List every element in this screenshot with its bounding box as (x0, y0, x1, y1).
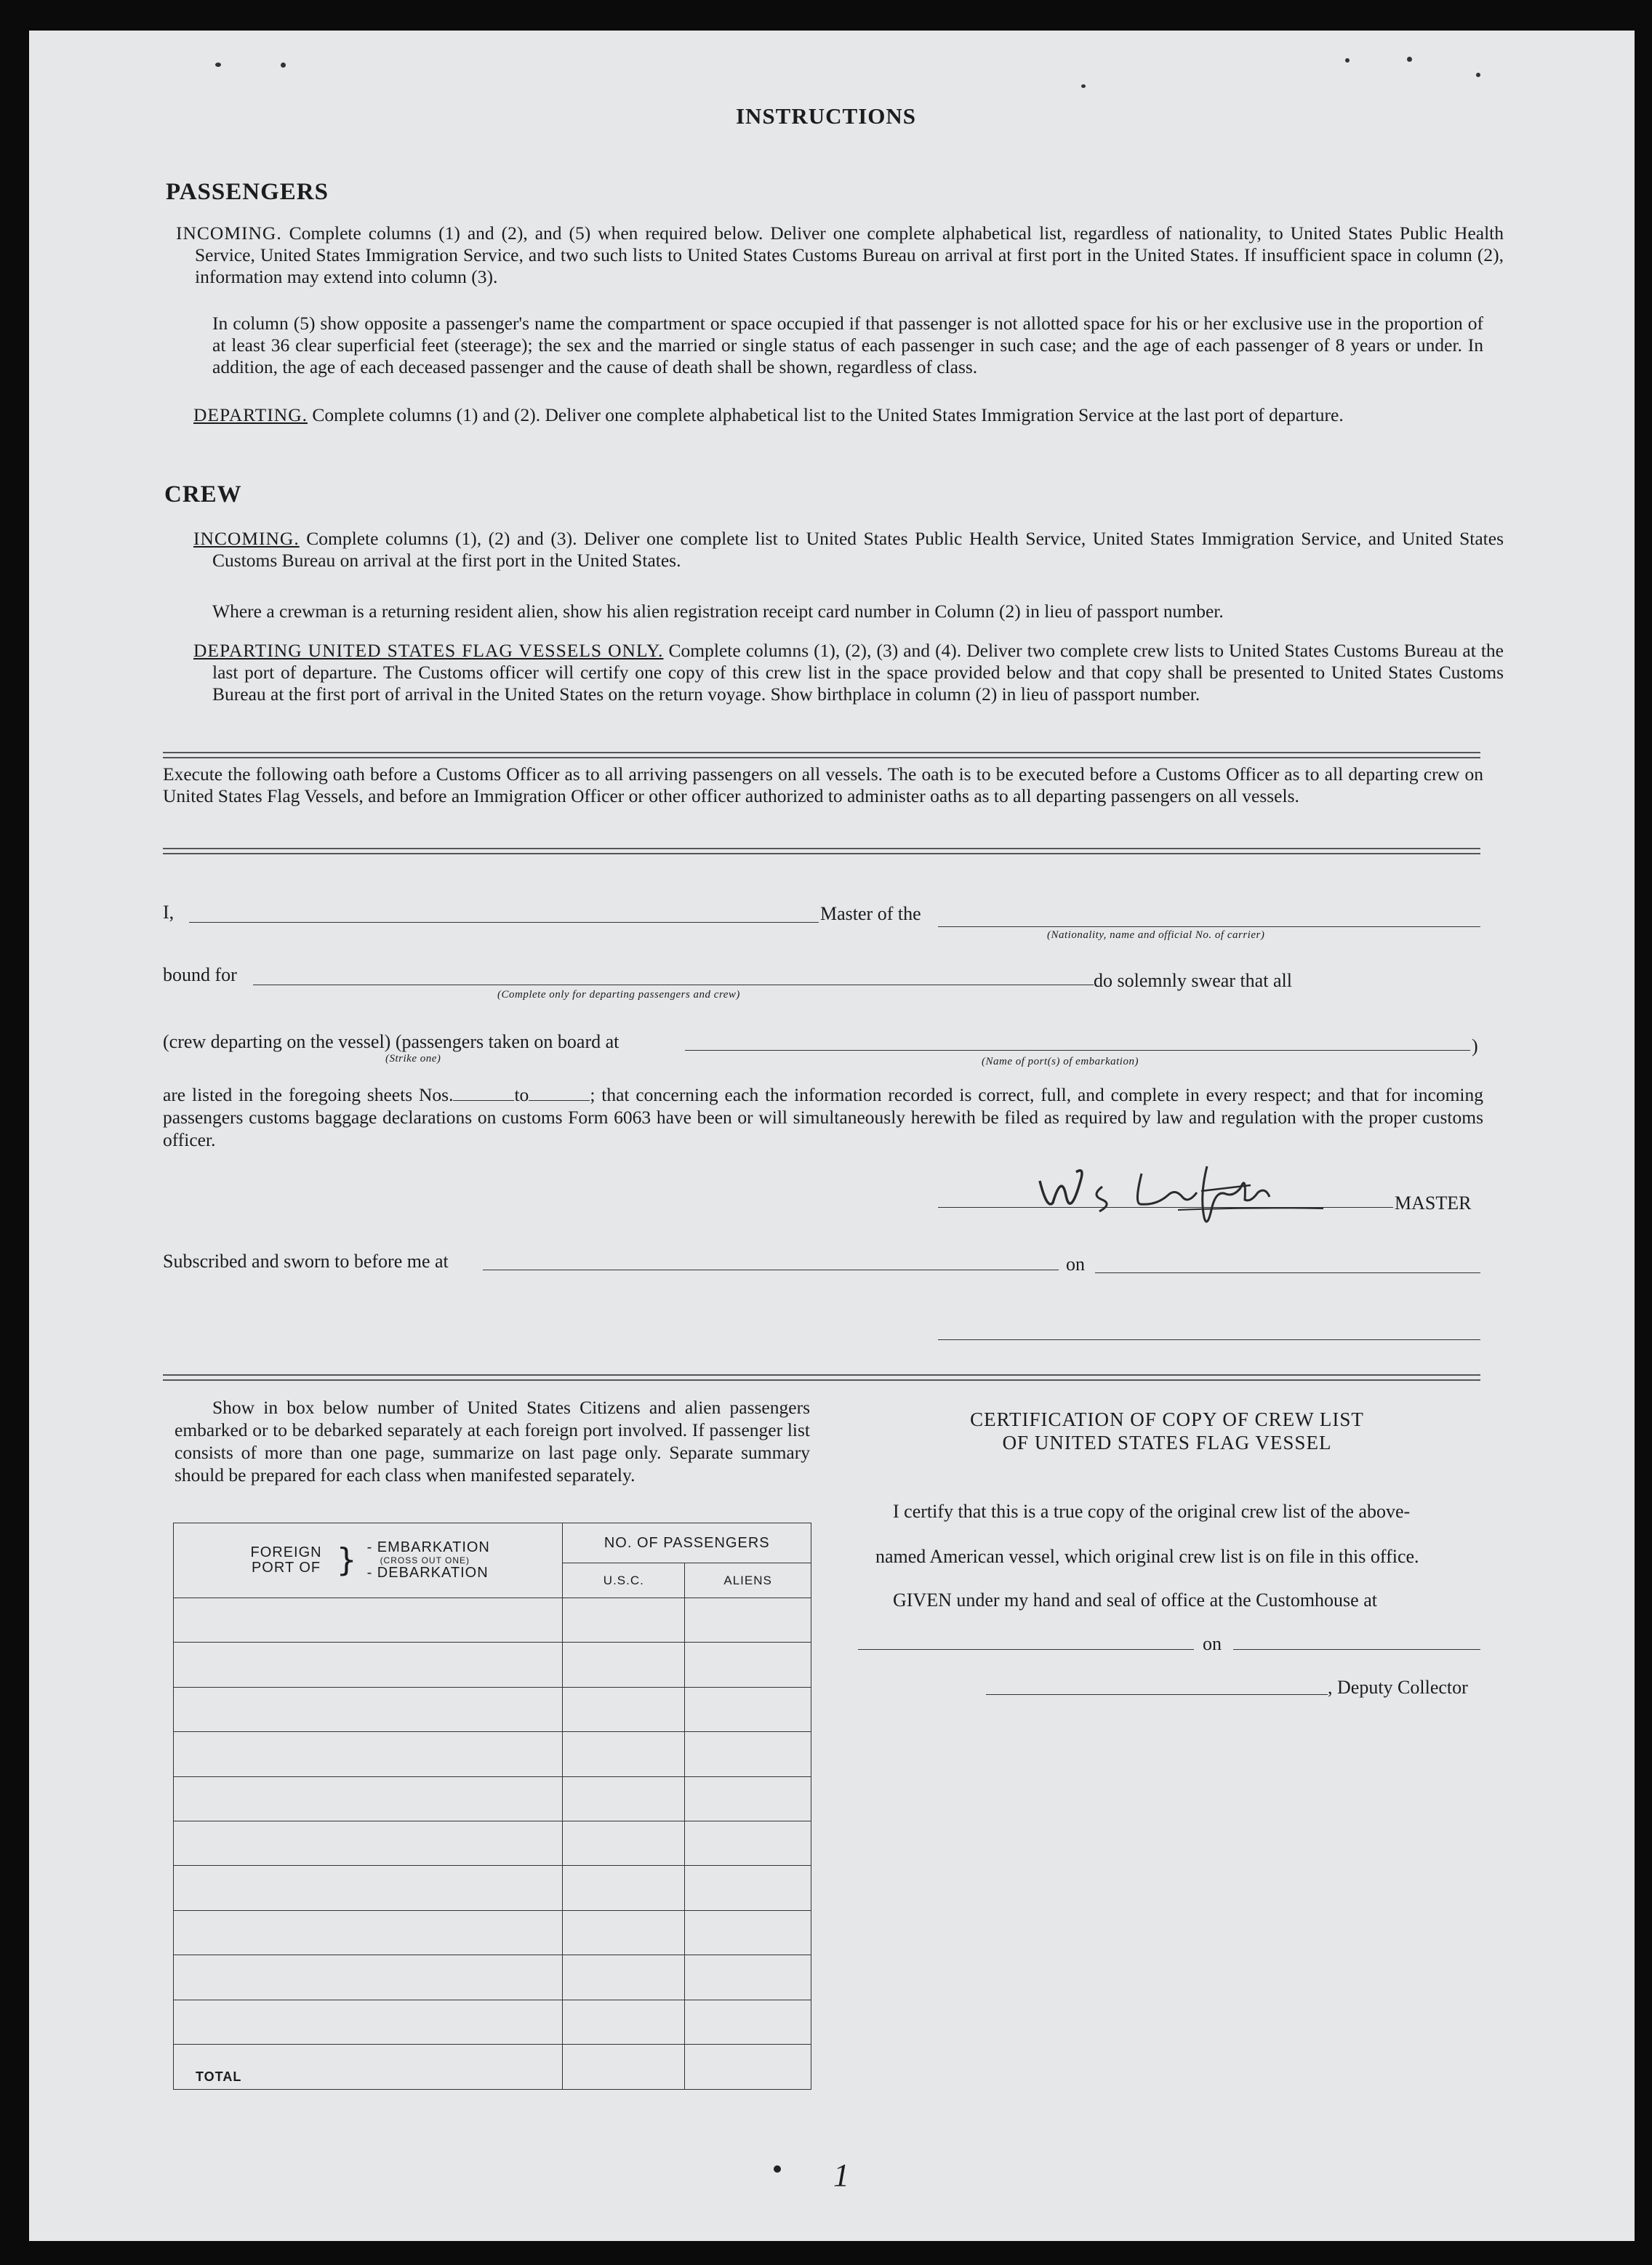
usc-cell[interactable] (563, 1687, 685, 1731)
crew-incoming-lead: INCOMING. (193, 528, 300, 549)
certification-date-field[interactable] (1233, 1649, 1480, 1650)
master-of-the-label: Master of the (820, 903, 921, 924)
usc-header: U.S.C. (563, 1563, 685, 1598)
bound-for-label: bound for (163, 964, 237, 985)
passengers-heading: PASSENGERS (166, 179, 329, 205)
passengers-incoming-text: Complete columns (1) and (2), and (5) when required below. Deliver one complete alphabetical list, regardless of nationality, to United States Public Health Service, United States Immigration Service, and two such lists to United States Customs Bureau on arrival at first port in the United States. If insufficient space in column (2), information may extend into column (3). (195, 223, 1504, 287)
passengers-incoming-lead: INCOMING. (176, 223, 282, 244)
listed-to-label: to (514, 1084, 529, 1105)
certification-line-1: I certify that this is a true copy of the original crew list of the above- (893, 1501, 1411, 1522)
aliens-cell[interactable] (685, 1910, 811, 1955)
scan-speck (281, 63, 286, 68)
crew-departing-text: Complete columns (1), (2), (3) and (4). Deliver two complete crew lists to United States Customs Bureau at the last port of departure. The Customs officer will certify one copy of this crew list in the space provided below and that copy shall be presented to United States Customs Bureau at the first port of arrival in the United States on the return voyage. Show birthplace in column (2) in lieu of passport number. (212, 640, 1504, 705)
total-label: TOTAL (174, 2045, 563, 2090)
strike-one-caption: (Strike one) (385, 1053, 441, 1065)
crew-incoming (193, 528, 1504, 572)
customhouse-field[interactable] (858, 1649, 1194, 1650)
scan-speck (774, 2165, 781, 2173)
usc-cell[interactable] (563, 1598, 685, 1643)
usc-cell[interactable] (563, 1955, 685, 2000)
crew-heading: CREW (164, 481, 242, 508)
embarkation-port-field[interactable] (685, 1050, 1470, 1051)
sworn-date-field[interactable] (1095, 1272, 1480, 1273)
passengers-departing (193, 404, 1504, 426)
usc-cell[interactable] (563, 1821, 685, 1865)
embarkation-label: - EMBARKATION (366, 1539, 490, 1555)
port-cell[interactable] (174, 1643, 563, 1687)
certification-line-3: GIVEN under my hand and seal of office at the Customhouse at (893, 1589, 1377, 1611)
embarkation-caption: (Name of port(s) of embarkation) (982, 1056, 1139, 1067)
section-divider (163, 752, 1480, 758)
certification-on-label: on (1203, 1633, 1222, 1654)
usc-cell[interactable] (563, 1866, 685, 1910)
sheet-from-field[interactable] (453, 1086, 514, 1101)
debarkation-label: - DEBARKATION (366, 1565, 489, 1581)
no-of-passengers-header: NO. OF PASSENGERS (563, 1523, 811, 1563)
port-header-cell (174, 1523, 563, 1598)
aliens-header: ALIENS (685, 1563, 811, 1598)
aliens-cell[interactable] (685, 1955, 811, 2000)
section-divider (163, 848, 1480, 854)
brace-icon: } (336, 1542, 357, 1579)
listed-text-1: are listed in the foregoing sheets Nos. (163, 1084, 454, 1105)
total-aliens-cell[interactable] (685, 2045, 811, 2090)
foreign-port-of-label: FOREIGN PORT OF (250, 1544, 322, 1576)
usc-cell[interactable] (563, 1776, 685, 1821)
passenger-summary-table (173, 1523, 811, 2090)
passengers-column5-text: In column (5) show opposite a passenger's name the compartment or space occupied if that passenger is not allotted space for his or her exclusive use in the proportion of at least 36 clear superficial feet (steerage); the sex and the married or single status of each passenger in such case; and the age of each passenger of 8 years or under. In addition, the age of each deceased passenger and the cause of death shall be shown, regardless of class. (212, 313, 1483, 377)
scan-speck (1407, 57, 1412, 62)
scan-speck (215, 63, 221, 67)
port-cell[interactable] (174, 1821, 563, 1865)
usc-cell[interactable] (563, 2000, 685, 2044)
cross-out-one-label: (CROSS OUT ONE) (380, 1555, 470, 1566)
page-title: INSTRUCTIONS (735, 103, 916, 129)
sheet-to-field[interactable] (529, 1086, 590, 1101)
page-mark: 1 (833, 2157, 849, 2193)
scan-speck (1476, 73, 1480, 77)
subscribed-label: Subscribed and sworn to before me at (163, 1251, 449, 1272)
port-cell[interactable] (174, 1955, 563, 2000)
aliens-cell[interactable] (685, 1687, 811, 1731)
port-cell[interactable] (174, 1866, 563, 1910)
aliens-cell[interactable] (685, 1643, 811, 1687)
port-cell[interactable] (174, 1776, 563, 1821)
certification-title-1: CERTIFICATION OF COPY OF CREW LIST (970, 1408, 1364, 1430)
bound-caption: (Complete only for departing passengers and crew) (497, 989, 740, 1001)
crew-resident-text: Where a crewman is a returning resident alien, show his alien registration receipt card number in Column (2) in lieu of passport number. (212, 601, 1224, 622)
master-signature (1032, 1152, 1352, 1232)
aliens-cell[interactable] (685, 1732, 811, 1776)
master-label: MASTER (1395, 1192, 1472, 1214)
aliens-cell[interactable] (685, 2000, 811, 2044)
port-cell[interactable] (174, 1598, 563, 1643)
aliens-cell[interactable] (685, 1866, 811, 1910)
crew-departing-lead: DEPARTING UNITED STATES FLAG VESSELS ONLY. (193, 640, 664, 661)
aliens-cell[interactable] (685, 1821, 811, 1865)
port-cell[interactable] (174, 1732, 563, 1776)
port-cell[interactable] (174, 2000, 563, 2044)
certification-line-2: named American vessel, which original crew list is on file in this office. (875, 1546, 1419, 1567)
summary-instructions: Show in box below number of United States Citizens and alien passengers embarked or to be debarked separately at each foreign port involved. If passenger list consists of more than one page, summarize on last page only. Separate summary should be prepared for each class when manifested separately. (175, 1397, 810, 1486)
port-cell[interactable] (174, 1687, 563, 1731)
scan-speck (1345, 58, 1350, 63)
deputy-collector-label: , Deputy Collector (1328, 1677, 1468, 1698)
master-name-field[interactable] (189, 922, 819, 923)
close-paren: ) (1472, 1035, 1478, 1057)
usc-cell[interactable] (563, 1643, 685, 1687)
usc-cell[interactable] (563, 1732, 685, 1776)
port-cell[interactable] (174, 1910, 563, 1955)
officer-signature-field[interactable] (938, 1339, 1480, 1340)
total-usc-cell[interactable] (563, 2045, 685, 2090)
sworn-on-label: on (1066, 1254, 1085, 1275)
usc-cell[interactable] (563, 1910, 685, 1955)
passengers-incoming (176, 223, 1504, 288)
solemnly-label: do solemnly swear that all (1094, 970, 1292, 991)
passengers-departing-lead: DEPARTING. (193, 404, 308, 425)
crew-departing (193, 640, 1504, 705)
carrier-caption: (Nationality, name and official No. of carrier) (1047, 929, 1265, 941)
scan-speck (1081, 84, 1086, 88)
crew-incoming-text: Complete columns (1), (2) and (3). Deliver one complete list to United States Public Health Service, United States Immigration Service, and United States Customs Bureau on arrival at the first port in the United States. (212, 528, 1504, 571)
certification-title-2: OF UNITED STATES FLAG VESSEL (1002, 1432, 1332, 1454)
section-divider (163, 1374, 1480, 1381)
oath-i-label: I, (163, 902, 175, 923)
crew-passengers-label: (crew departing on the vessel) (passengers taken on board at (163, 1031, 620, 1052)
passengers-departing-text: Complete columns (1) and (2). Deliver one complete alphabetical list to the United States Immigration Service at the last port of departure. (312, 404, 1344, 425)
aliens-cell[interactable] (685, 1776, 811, 1821)
aliens-cell[interactable] (685, 1598, 811, 1643)
oath-instruction: Execute the following oath before a Customs Officer as to all arriving passengers on all vessels. The oath is to be executed before a Customs Officer as to all departing crew on United States Flag Vessels, and before an Immigration Officer or other officer authorized to administer oaths as to all departing passengers on all vessels. (163, 763, 1483, 806)
deputy-collector-field[interactable] (986, 1694, 1328, 1695)
listed-paragraph (163, 1083, 1483, 1151)
carrier-field[interactable] (938, 926, 1480, 927)
listed-text-2: ; that concerning each the information recorded is correct, full, and complete in every respect; and that for incoming passengers customs baggage declarations on customs Form 6063 have been or will simultaneously herewith be filed as required by law and regulation with the proper customs officer. (163, 1084, 1483, 1150)
